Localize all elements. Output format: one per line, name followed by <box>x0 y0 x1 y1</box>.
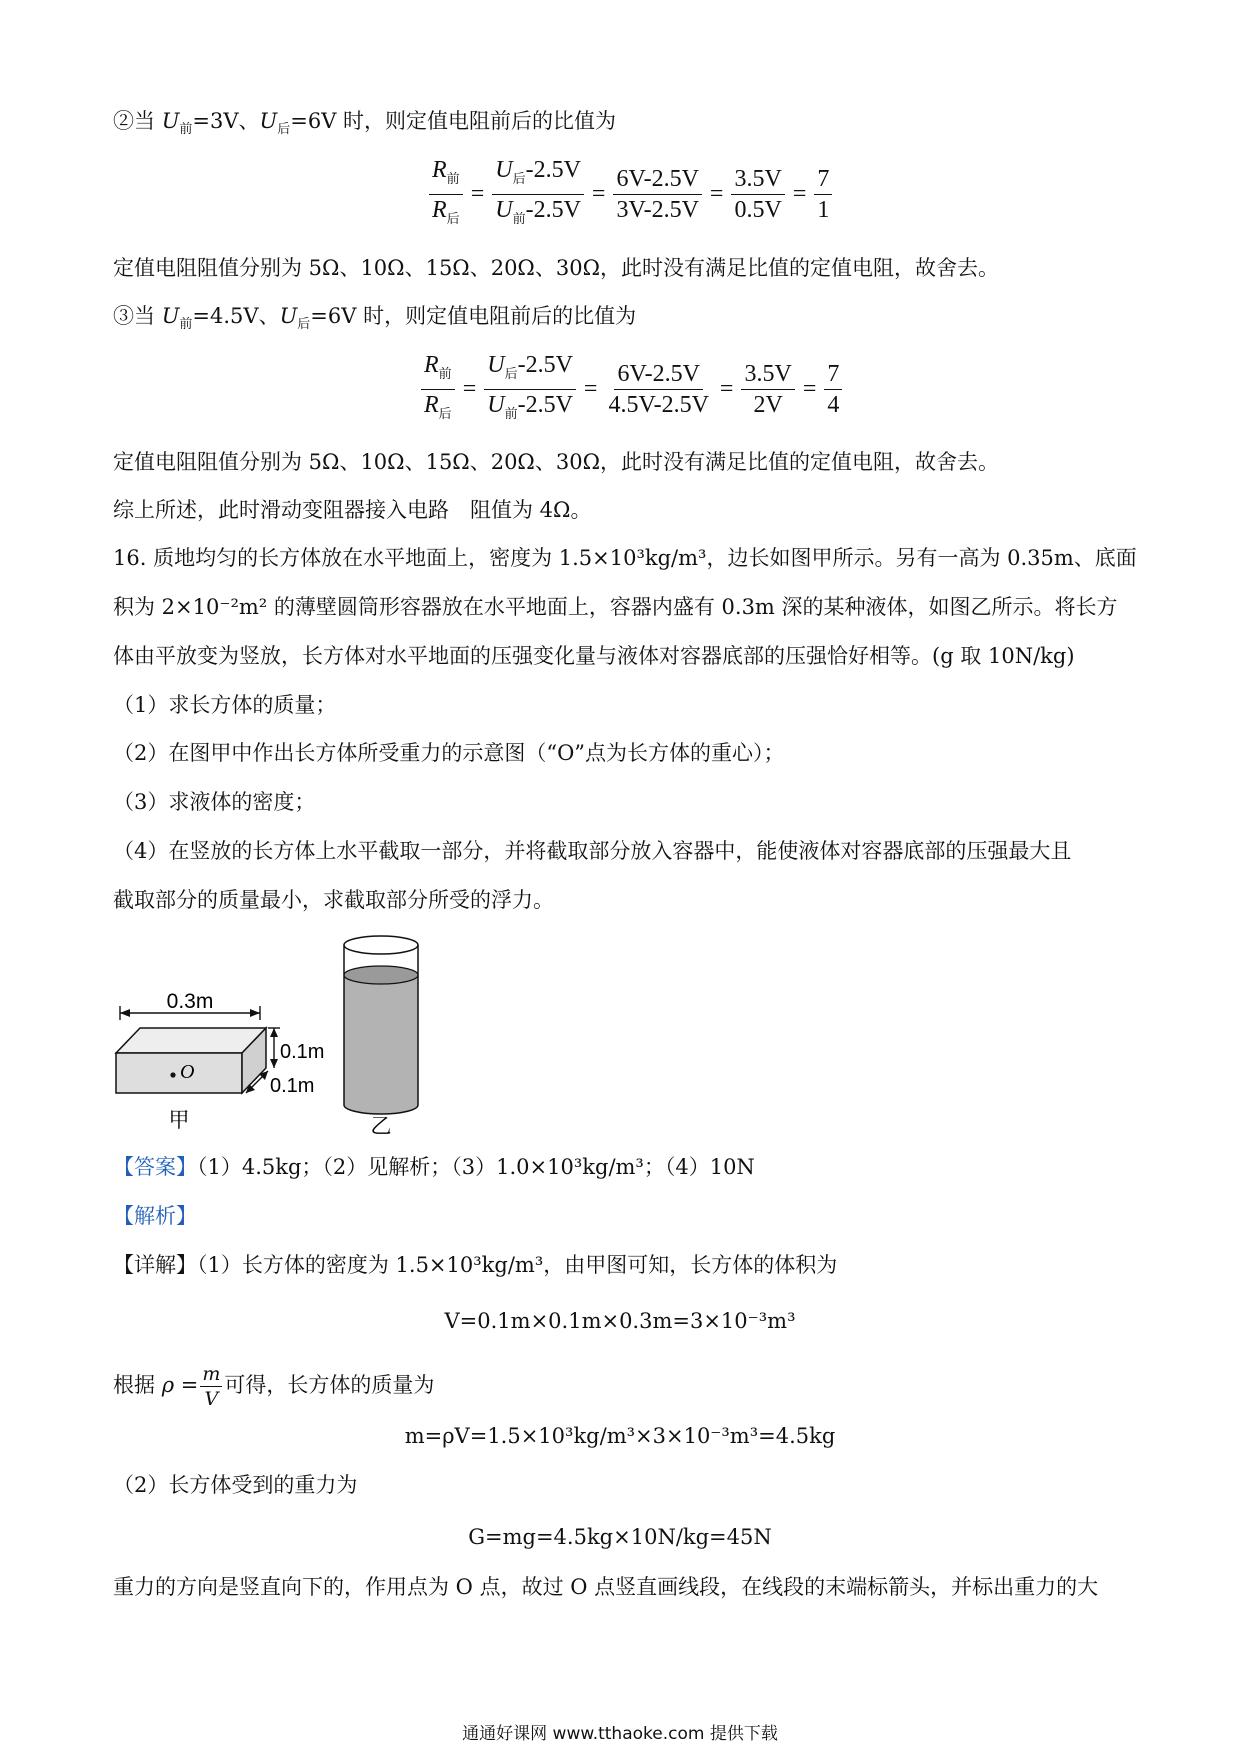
eq2-frac-u <box>484 350 576 429</box>
case3-suffix: =6V 时，则定值电阻前后的比值为 <box>310 304 637 328</box>
answer-text: （1）4.5kg；（2）见解析；（3）1.0×10³kg/m³；（4）10N <box>197 1155 755 1179</box>
eq1-f4-num: 3.5V <box>731 164 784 195</box>
eq2-f4-num: 3.5V <box>741 359 794 390</box>
case2-prefix: ②当 <box>113 109 162 133</box>
center-point <box>170 1072 175 1077</box>
eq1-f2-num-u: U <box>495 157 513 183</box>
case3-prefix: ③当 <box>113 304 162 328</box>
case3-mid: =4.5V、 <box>192 304 280 328</box>
density-formula-line <box>113 1362 434 1411</box>
box-top-face <box>116 1028 266 1053</box>
eq1-f2-num-sub: 后 <box>512 170 526 186</box>
eq2-r-den: R <box>424 391 439 418</box>
eq2-frac-r <box>421 350 455 429</box>
rho-den: V <box>204 1388 219 1410</box>
depth-label: 0.1m <box>270 1075 315 1097</box>
eq2-f3-num: 6V-2.5V <box>614 359 702 390</box>
figure-box-and-cylinder <box>108 930 448 1135</box>
detail-line <box>113 1250 837 1280</box>
eq2-f2-num: -2.5V <box>517 352 573 378</box>
eq2-f5-den: 4 <box>827 391 840 418</box>
eq2-frac-4 <box>741 359 794 420</box>
q16-line-1: 16. 质地均匀的长方体放在水平地面上，密度为 1.5×10³kg/m³，边长如图甲所示。另有一高为 0.35m、底面 <box>113 546 1137 570</box>
eq2-f2-num-sub: 后 <box>504 365 518 381</box>
case2-u-front: U <box>161 109 180 133</box>
eq1-f3-num: 6V-2.5V <box>613 164 701 195</box>
height-label: 0.1m <box>280 1041 325 1063</box>
footer: 通通好课网 www.tthaoke.com 提供下载 <box>462 1724 778 1744</box>
q16-part-1: （1）求长方体的质量； <box>113 693 337 717</box>
part2-line: （2）长方体受到的重力为 <box>113 1473 358 1497</box>
summary-line: 综上所述，此时滑动变阻器接入电路 阻值为 4Ω。 <box>113 498 592 522</box>
case2-intro <box>113 106 616 145</box>
rho-symbol: ρ = <box>161 1373 199 1397</box>
q16-line-3: 体由平放变为竖放，长方体对水平地面的压强变化量与液体对容器底部的压强恰好相等。(g 取 10N/kg) <box>113 644 1075 668</box>
cylinder-rim <box>344 936 418 954</box>
rho-suffix: 可得，长方体的质量为 <box>224 1373 435 1397</box>
eq1-f2-den: -2.5V <box>525 196 581 223</box>
eq2-frac-3 <box>605 359 711 420</box>
eq1-f5-den: 1 <box>817 196 830 223</box>
analysis-tag <box>113 1201 197 1231</box>
eq2-r-num: R <box>424 352 439 378</box>
eq2-f5-num: 7 <box>824 359 842 390</box>
caption-yi: 乙 <box>370 1114 392 1135</box>
q16-part-4a: （4）在竖放的长方体上水平截取一部分，并将截取部分放入容器中，能使液体对容器底部的压强最大且 <box>113 839 1072 863</box>
liquid-surface <box>344 966 418 984</box>
gravity-equation: G=mg=4.5kg×10N/kg=45N <box>468 1525 772 1549</box>
eq1-f5-num: 7 <box>814 164 832 195</box>
ratio-equation-2: $\frac{R_前}{R_后}$ = $\frac{U_后-2.5V}{U_前-2.5V}$ = $\frac{6V-2.5V}{4.5V-2.5V}$ = $\frac{3.5V}{2V}$ = $\frac{7}{4}$ <box>417 350 846 429</box>
eq1-frac-u <box>492 155 584 234</box>
eq2-r-num-sub: 前 <box>438 365 452 381</box>
eq2-f2-den: -2.5V <box>517 391 573 418</box>
q16-part-2: （2）在图甲中作出长方体所受重力的示意图（“O”点为长方体的重心）； <box>113 741 785 765</box>
case2-u-back: U <box>259 109 278 133</box>
case3-sub-front: 前 <box>179 317 193 333</box>
eq2-r-den-sub: 后 <box>438 405 452 421</box>
answer-tag: 【答案】 <box>113 1155 197 1179</box>
conclusion-1: 定值电阻阻值分别为 5Ω、10Ω、15Ω、20Ω、30Ω，此时没有满足比值的定值电阻，故舍去。 <box>113 256 999 280</box>
case3-intro <box>113 301 636 340</box>
case3-sub-back: 后 <box>297 317 311 333</box>
case2-sub-front: 前 <box>179 122 193 138</box>
eq2-f2-den-sub: 前 <box>504 405 518 421</box>
eq1-r-num-sub: 前 <box>446 170 460 186</box>
eq1-frac-r <box>429 155 463 234</box>
case2-sub-back: 后 <box>277 122 291 138</box>
caption-jia: 甲 <box>168 1108 190 1132</box>
detail-text: （1）长方体的密度为 1.5×10³kg/m³，由甲图可知，长方体的体积为 <box>197 1253 838 1277</box>
gravity-direction-line: 重力的方向是竖直向下的，作用点为 O 点，故过 O 点竖直画线段，在线段的末端标箭头，并标出重力的大 <box>113 1575 1099 1599</box>
q16-part-4b: 截取部分的质量最小，求截取部分所受的浮力。 <box>113 888 554 912</box>
answer-line <box>113 1152 755 1182</box>
rho-prefix: 根据 <box>113 1373 162 1397</box>
eq2-f2-den-u: U <box>487 391 505 418</box>
case3-u-front: U <box>161 304 180 328</box>
eq1-r-den-sub: 后 <box>446 210 460 226</box>
eq1-f2-den-sub: 前 <box>512 210 526 226</box>
volume-equation: V=0.1m×0.1m×0.3m=3×10⁻³m³ <box>444 1309 796 1333</box>
q16-line-2: 积为 2×10⁻²m² 的薄壁圆筒形容器放在水平地面上，容器内盛有 0.3m 深的某种液体，如图乙所示。将长方 <box>113 595 1118 619</box>
eq2-f4-den: 2V <box>753 391 783 418</box>
analysis-tag-text: 【解析】 <box>113 1204 197 1228</box>
center-label: O <box>180 1061 195 1083</box>
eq1-f2-num: -2.5V <box>525 157 581 183</box>
eq2-f2-num-u: U <box>487 352 505 378</box>
cylinder-liquid <box>344 975 418 1114</box>
eq1-frac-5 <box>814 164 832 225</box>
case2-suffix: =6V 时，则定值电阻前后的比值为 <box>290 109 617 133</box>
conclusion-2: 定值电阻阻值分别为 5Ω、10Ω、15Ω、20Ω、30Ω，此时没有满足比值的定值电阻，故舍去。 <box>113 450 999 474</box>
ratio-equation-1: $\frac{R_前}{R_后}$ = $\frac{U_后-2.5V}{U_前-2.5V}$ = $\frac{6V-2.5V}{3V-2.5V}$ = $\frac{3.5V}{0.5V}$ = $\frac{7}{1}$ <box>425 155 836 234</box>
eq2-frac-5 <box>824 359 842 420</box>
mass-equation: m=ρV=1.5×10³kg/m³×3×10⁻³m³=4.5kg <box>404 1424 836 1448</box>
eq2-f3-den: 4.5V-2.5V <box>608 391 709 418</box>
rho-num: m <box>202 1363 221 1385</box>
case2-mid: =3V、 <box>192 109 260 133</box>
case3-u-back: U <box>279 304 298 328</box>
eq1-f2-den-u: U <box>495 196 513 223</box>
rho-fraction <box>200 1362 222 1411</box>
eq1-r-num: R <box>432 157 447 183</box>
box-front-face <box>116 1053 242 1093</box>
eq1-r-den: R <box>432 196 447 223</box>
eq1-frac-4 <box>731 164 784 225</box>
eq1-f3-den: 3V-2.5V <box>616 196 699 223</box>
eq1-frac-3 <box>613 164 701 225</box>
detail-tag: 【详解】 <box>113 1253 197 1277</box>
q16-part-3: （3）求液体的密度； <box>113 790 316 814</box>
length-label: 0.3m <box>166 990 214 1013</box>
eq1-f4-den: 0.5V <box>734 196 782 223</box>
